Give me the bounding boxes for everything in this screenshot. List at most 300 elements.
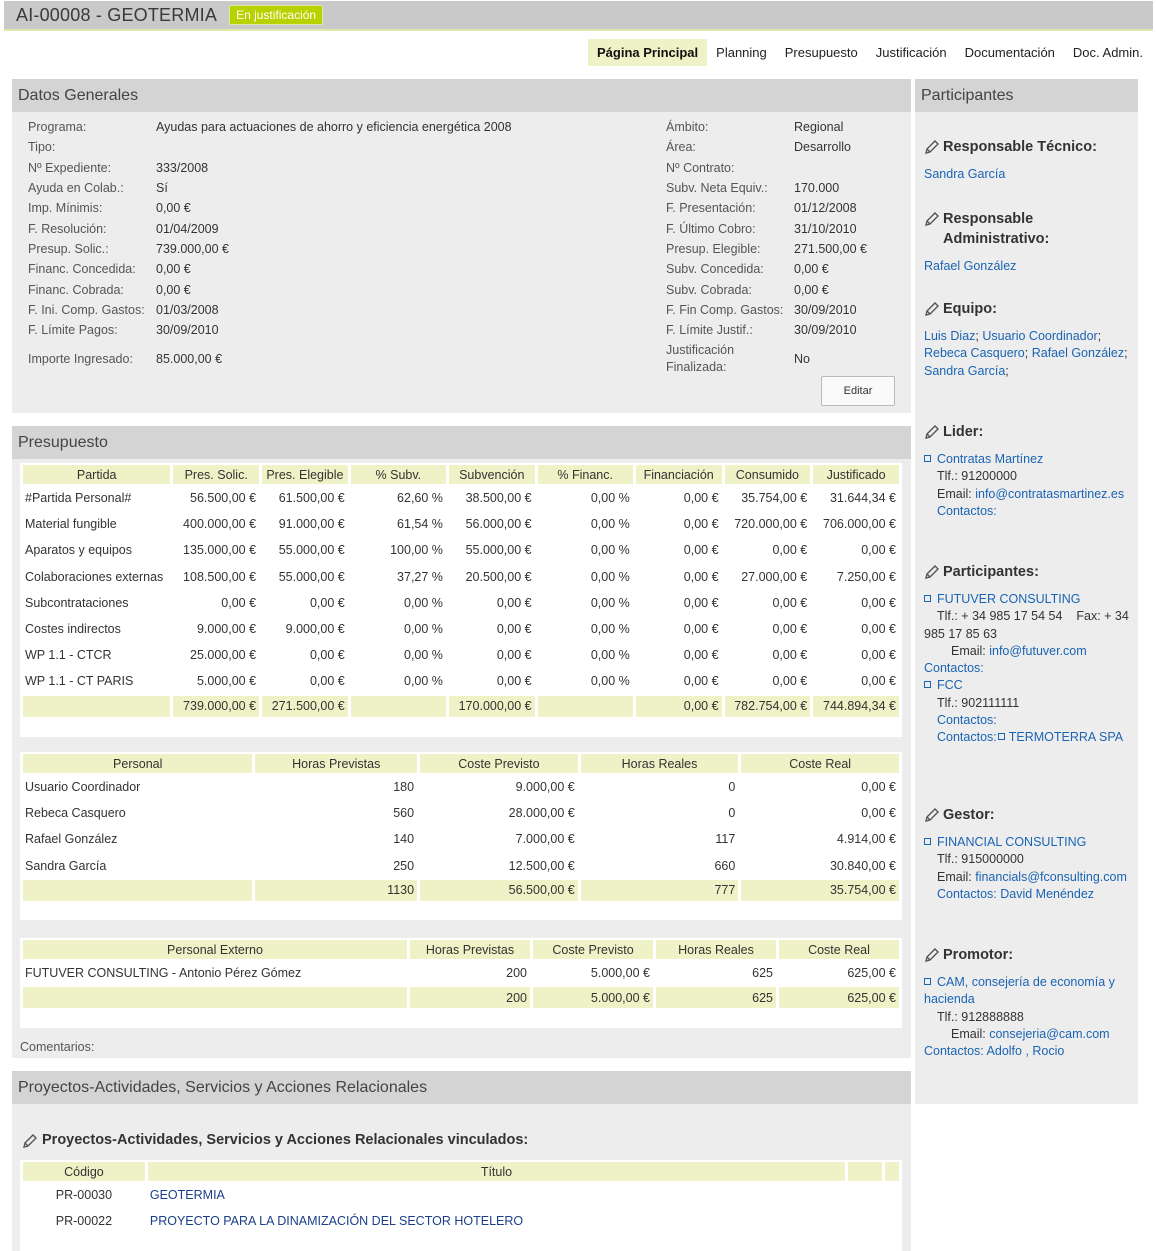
personal-table-box: [20, 752, 902, 920]
partidas-name-cell: Colaboraciones externas: [25, 569, 164, 584]
field-label: Presup. Solic.:: [28, 241, 109, 256]
table-row: [23, 1183, 899, 1207]
personal-externo-col-header[interactable]: Coste Real: [779, 940, 899, 959]
field-row: [28, 239, 588, 259]
personal-value-cell: 180: [393, 780, 415, 795]
personal-externo-value-cell: 5.000,00 €: [590, 966, 650, 981]
tab-planning[interactable]: Planning: [716, 44, 767, 60]
personal-externo-total-cell: 625,00 €: [779, 987, 899, 1008]
responsable-admin-section: [924, 209, 1134, 275]
promotor-company-link[interactable]: CAM, consejería de economía y hacienda: [924, 975, 1115, 1007]
partidas-value-cell: 0,00 €: [496, 674, 532, 689]
participantes-label: Participantes:: [943, 564, 1039, 580]
equipo-member-link[interactable]: Usuario Coordinador: [982, 329, 1098, 343]
partidas-col-header[interactable]: Pres. Elegible: [262, 465, 348, 484]
partidas-value-cell: 0,00 €: [861, 622, 896, 637]
lider-section: [924, 422, 1134, 520]
table-row: [23, 617, 899, 641]
datos-generales-right: [666, 117, 896, 375]
partidas-value-cell: 61,54 %: [397, 517, 443, 532]
partidas-total-cell: [538, 696, 633, 717]
field-value: 739.000,00 €: [156, 241, 229, 256]
partidas-name-cell: WP 1.1 - CT PARIS: [25, 674, 134, 689]
lider-company-link[interactable]: Contratas Martínez: [937, 452, 1044, 466]
table-row: [23, 643, 899, 667]
partidas-value-cell: 0,00 €: [861, 543, 896, 558]
partidas-col-header[interactable]: Subvención: [449, 465, 535, 484]
expand-icon[interactable]: [924, 978, 931, 985]
partidas-value-cell: 0,00 %: [404, 648, 443, 663]
titulo-link[interactable]: GEOTERMIA: [149, 1188, 225, 1203]
partidas-value-cell: 56.000,00 €: [465, 517, 532, 532]
partidas-name-cell: Costes indirectos: [25, 622, 121, 637]
personal-externo-value-cell: 625,00 €: [847, 966, 896, 981]
futuver-company-link[interactable]: FUTUVER CONSULTING: [937, 592, 1081, 606]
personal-value-cell: 0: [728, 780, 736, 795]
field-label: Presup. Elegible:: [666, 241, 761, 256]
field-value: 0,00 €: [156, 282, 191, 297]
personal-value-cell: 9.000,00 €: [515, 780, 575, 795]
proyectos-table-box: [20, 1160, 902, 1251]
promotor-contacts-link[interactable]: Contactos: Adolfo , Rocio: [924, 1044, 1065, 1059]
personal-externo-col-header[interactable]: Horas Reales: [656, 940, 776, 959]
pencil-icon[interactable]: [924, 807, 940, 823]
table-row: [23, 538, 899, 562]
partidas-value-cell: 135.000,00 €: [183, 543, 257, 558]
datos-generales-title: Datos Generales: [12, 79, 911, 112]
field-label: F. Último Cobro:: [666, 221, 756, 236]
tab-pagina-principal[interactable]: Página Principal: [588, 39, 707, 66]
table-row: [23, 961, 899, 985]
promotor-label: Promotor:: [943, 947, 1014, 963]
field-label: Importe Ingresado:: [28, 352, 133, 367]
futuver-phone: Tlf.: + 34 985 17 54 54: [937, 609, 1063, 624]
participantes-title: Participantes: [915, 79, 1138, 112]
partidas-total-cell: 739.000,00 €: [173, 696, 259, 717]
partidas-value-cell: 0,00 €: [861, 595, 896, 610]
totals-row: [23, 696, 899, 717]
partidas-value-cell: 55.000,00 €: [278, 569, 345, 584]
responsable-admin-label: Responsable Administrativo:: [943, 211, 1050, 247]
table-row: [23, 669, 899, 693]
partidas-col-header[interactable]: Justificado: [813, 465, 899, 484]
field-value: 31/10/2010: [794, 221, 857, 236]
personal-col-header[interactable]: Coste Real: [741, 754, 899, 773]
field-row: [28, 158, 588, 178]
personal-value-cell: 117: [715, 832, 736, 847]
personal-value-cell: 140: [393, 832, 415, 847]
lider-email-link[interactable]: info@contratasmartinez.es: [975, 486, 1125, 501]
field-row: [28, 218, 588, 238]
personal-value-cell: 4.914,00 €: [836, 832, 896, 847]
field-row: [28, 137, 588, 157]
field-row: [28, 178, 588, 198]
pencil-icon[interactable]: [924, 301, 940, 317]
responsable-admin-link[interactable]: Rafael González: [924, 259, 1017, 273]
pencil-icon[interactable]: [924, 947, 940, 963]
totals-row: [23, 880, 899, 901]
field-label: F. Presentación:: [666, 201, 756, 216]
personal-name-cell: Usuario Coordinador: [25, 780, 141, 795]
field-value: 30/09/2010: [794, 323, 857, 338]
email-label: Email:: [951, 1026, 986, 1041]
field-label: Subv. Cobrada:: [666, 282, 752, 297]
titulo-link[interactable]: PROYECTO PARA LA DINAMIZACIÓN DEL SECTOR HOTELERO: [149, 1214, 524, 1229]
promotor-phone: Tlf.: 912888888: [937, 1009, 1024, 1024]
personal-externo-total-cell: 625: [656, 987, 776, 1008]
partidas-value-cell: 0,00 %: [404, 595, 443, 610]
field-row: [28, 348, 588, 370]
table-row: [23, 512, 899, 536]
partidas-value-cell: 9.000,00 €: [196, 622, 257, 637]
table-row: [23, 591, 899, 615]
field-row: [666, 239, 896, 259]
field-value: No: [794, 352, 810, 367]
personal-col-header[interactable]: Horas Reales: [581, 754, 739, 773]
partidas-value-cell: 0,00 %: [590, 491, 630, 506]
gestor-contacts-link[interactable]: Contactos: David Menéndez: [937, 886, 1095, 901]
field-row: [666, 259, 896, 279]
field-label: F. Límite Justif.:: [666, 323, 753, 338]
participantes-section: [924, 562, 1134, 747]
tab-presupuesto[interactable]: Presupuesto: [784, 44, 858, 60]
personal-total-cell: 56.500,00 €: [420, 880, 578, 901]
partidas-value-cell: 0,00 %: [590, 648, 630, 663]
partidas-value-cell: 0,00 €: [683, 674, 719, 689]
responsable-tecnico-heading: [924, 137, 1134, 157]
personal-externo-col-header[interactable]: Coste Previsto: [533, 940, 653, 959]
email-label: Email:: [937, 869, 972, 884]
personal-value-cell: 12.500,00 €: [508, 858, 575, 873]
partidas-name-cell: Subcontrataciones: [25, 595, 129, 610]
field-value: Regional: [794, 120, 844, 135]
proyectos-title: Proyectos-Actividades, Servicios y Acciones Relacionales: [12, 1071, 911, 1104]
partidas-value-cell: 0,00 €: [772, 648, 808, 663]
pencil-icon[interactable]: [924, 211, 940, 227]
expand-icon[interactable]: [998, 733, 1005, 740]
partidas-value-cell: 0,00 €: [683, 648, 719, 663]
partidas-value-cell: 0,00 €: [683, 622, 719, 637]
table-row: [23, 1209, 899, 1233]
partidas-total-cell: [23, 696, 170, 717]
partidas-value-cell: 100,00 %: [390, 543, 443, 558]
partidas-value-cell: 0,00 %: [590, 517, 630, 532]
field-label: Financ. Cobrada:: [28, 282, 124, 297]
partidas-value-cell: 0,00 €: [861, 674, 896, 689]
field-label: Subv. Concedida:: [666, 262, 764, 277]
personal-externo-total-cell: [23, 987, 407, 1008]
totals-row: [23, 987, 899, 1008]
personal-externo-value-cell: 625: [752, 966, 773, 981]
partidas-name-cell: Material fungible: [25, 517, 117, 532]
partidas-value-cell: 0,00 €: [683, 491, 719, 506]
table-row: [23, 801, 899, 825]
futuver-fax: Fax: + 34 985 17 85 63: [924, 609, 1129, 641]
personal-name-cell: Rafael González: [25, 832, 118, 847]
partidas-name-cell: Aparatos y equipos: [25, 543, 133, 558]
pencil-icon[interactable]: [924, 564, 940, 580]
personal-value-cell: 250: [393, 858, 415, 873]
personal-externo-col-header[interactable]: Horas Previstas: [410, 940, 530, 959]
promotor-heading: [924, 945, 1134, 965]
table-row: [23, 775, 899, 799]
field-label: Nº Contrato:: [666, 160, 735, 175]
table-row: [23, 486, 899, 510]
field-value: 0,00 €: [794, 282, 829, 297]
datos-generales-panel: [12, 79, 911, 413]
equipo-member-link[interactable]: Luis Diaz: [924, 329, 976, 343]
proyectos-panel: [12, 1071, 911, 1251]
equipo-member-link[interactable]: Sandra García: [924, 363, 1006, 378]
partidas-value-cell: 27.000,00 €: [741, 569, 808, 584]
partidas-col-header[interactable]: Financiación: [636, 465, 722, 484]
gestor-company-link[interactable]: FINANCIAL CONSULTING: [937, 835, 1087, 849]
field-row: [28, 259, 588, 279]
col-header-titulo[interactable]: Título: [148, 1162, 845, 1181]
field-row: [28, 320, 588, 340]
field-value: Sí: [156, 181, 168, 196]
personal-value-cell: 560: [393, 806, 415, 821]
personal-value-cell: 7.000,00 €: [515, 832, 575, 847]
codigo-cell: PR-00030: [55, 1188, 113, 1203]
partidas-value-cell: 0,00 €: [772, 543, 808, 558]
field-label: F. Ini. Comp. Gastos:: [28, 302, 145, 317]
field-label: Programa:: [28, 120, 87, 135]
partidas-value-cell: 0,00 €: [861, 648, 896, 663]
col-header-codigo[interactable]: Código: [23, 1162, 145, 1181]
table-row: [23, 827, 899, 851]
field-value: 0,00 €: [794, 262, 829, 277]
partidas-value-cell: 37,27 %: [397, 569, 443, 584]
partidas-value-cell: 0,00 €: [683, 517, 719, 532]
expand-icon[interactable]: [924, 838, 931, 845]
gestor-email-link[interactable]: financials@fconsulting.com: [975, 869, 1127, 884]
partidas-total-cell: [351, 696, 446, 717]
partidas-total-cell: 0,00 €: [636, 696, 722, 717]
fcc-contacts-link-2[interactable]: Contactos:: [937, 730, 997, 745]
personal-externo-col-header[interactable]: Personal Externo: [23, 940, 407, 959]
presupuesto-title: Presupuesto: [12, 426, 911, 459]
personal-value-cell: 660: [714, 858, 736, 873]
fcc-company-link[interactable]: FCC: [937, 678, 963, 693]
field-label: Ayuda en Colab.:: [28, 181, 124, 196]
partidas-value-cell: 0,00 €: [683, 595, 719, 610]
email-label: Email:: [951, 643, 986, 658]
field-row: [28, 198, 588, 218]
field-row: [666, 279, 896, 299]
field-label: F. Fin Comp. Gastos:: [666, 302, 784, 317]
partidas-value-cell: 20.500,00 €: [465, 569, 532, 584]
gestor-label: Gestor:: [943, 807, 995, 823]
partidas-value-cell: 55.000,00 €: [465, 543, 532, 558]
responsable-admin-heading: [924, 209, 1134, 249]
partidas-total-cell: 271.500,00 €: [262, 696, 348, 717]
field-label: Justificación Finalizada:: [666, 343, 735, 375]
promotor-email-link[interactable]: consejeria@cam.com: [989, 1026, 1110, 1041]
partidas-col-header[interactable]: Consumido: [725, 465, 811, 484]
comments-label: Comentarios:: [20, 1040, 95, 1054]
field-row: [28, 300, 588, 320]
tab-doc-admin[interactable]: Doc. Admin.: [1072, 44, 1143, 60]
col-header-empty-1: [848, 1162, 882, 1181]
promotor-section: [924, 945, 1134, 1060]
partidas-col-header[interactable]: Pres. Solic.: [173, 465, 259, 484]
partidas-value-cell: 61.500,00 €: [278, 491, 345, 506]
field-row: [666, 218, 896, 238]
partidas-value-cell: 0,00 %: [590, 543, 630, 558]
personal-total-cell: 35.754,00 €: [741, 880, 899, 901]
personal-externo-total-cell: 200: [410, 987, 530, 1008]
partidas-col-header[interactable]: % Financ.: [538, 465, 633, 484]
expand-icon[interactable]: [924, 681, 931, 688]
partidas-value-cell: 38.500,00 €: [465, 491, 532, 506]
participantes-heading: [924, 562, 1134, 582]
pencil-icon: [22, 1133, 38, 1149]
field-value: 333/2008: [156, 160, 209, 175]
termoterra-link[interactable]: TERMOTERRA SPA: [1008, 730, 1124, 745]
futuver-email-link[interactable]: info@futuver.com: [989, 643, 1087, 658]
responsable-tecnico-link[interactable]: Sandra García: [924, 167, 1006, 181]
field-row: [666, 300, 896, 320]
field-label: Ámbito:: [666, 120, 709, 135]
partidas-value-cell: 0,00 €: [772, 674, 808, 689]
field-label: Tipo:: [28, 140, 56, 155]
pencil-icon[interactable]: [924, 424, 940, 440]
partidas-name-cell: #Partida Personal#: [25, 491, 132, 506]
title-bar: [4, 1, 1153, 31]
field-row: [28, 279, 588, 299]
field-row: [666, 320, 896, 340]
personal-col-header[interactable]: Coste Previsto: [420, 754, 578, 773]
partidas-value-cell: 0,00 %: [590, 569, 630, 584]
field-value: Desarrollo: [794, 140, 851, 155]
equipo-label: Equipo:: [943, 301, 997, 317]
field-label: Área:: [666, 140, 696, 155]
partidas-value-cell: 0,00 €: [496, 595, 532, 610]
partidas-value-cell: 56.500,00 €: [190, 491, 257, 506]
tab-justificacion[interactable]: Justificación: [875, 44, 947, 60]
partidas-name-cell: WP 1.1 - CTCR: [25, 648, 112, 663]
field-row: [666, 198, 896, 218]
lider-heading: [924, 422, 1134, 442]
fcc-phone: Tlf.: 902111111: [937, 695, 1020, 710]
gestor-heading: [924, 805, 1134, 825]
field-label: Nº Expediente:: [28, 160, 112, 175]
field-value: 85.000,00 €: [156, 352, 223, 367]
pencil-icon[interactable]: [924, 139, 940, 155]
field-row: [666, 178, 896, 198]
responsable-tecnico-section: [924, 137, 1134, 183]
partidas-value-cell: 0,00 €: [309, 674, 345, 689]
futuver-phone-fax: [924, 608, 1134, 643]
personal-value-cell: 30.840,00 €: [829, 858, 896, 873]
partidas-value-cell: 55.000,00 €: [278, 543, 345, 558]
partidas-value-cell: 0,00 €: [221, 595, 257, 610]
presupuesto-panel: [12, 426, 911, 1058]
personal-externo-name-cell: FUTUVER CONSULTING - Antonio Pérez Gómez: [25, 966, 302, 981]
personal-externo-table-box: [20, 938, 902, 1028]
personal-value-cell: 28.000,00 €: [508, 806, 575, 821]
field-label: F. Límite Pagos:: [28, 323, 118, 338]
personal-total-cell: [23, 880, 252, 901]
partidas-value-cell: 0,00 %: [404, 674, 443, 689]
proyectos-subtitle-text: Proyectos-Actividades, Servicios y Acciones Relacionales vinculados:: [42, 1132, 529, 1148]
responsable-tecnico-label: Responsable Técnico:: [943, 139, 1097, 155]
gestor-section: [924, 805, 1134, 903]
field-row: [666, 117, 896, 137]
personal-table: [20, 752, 902, 903]
fcc-contacts-link[interactable]: Contactos:: [937, 713, 997, 728]
edit-button[interactable]: Editar: [821, 376, 895, 406]
expand-icon[interactable]: [924, 455, 931, 462]
equipo-members: Luis Diaz; Usuario Coordinador; Rebeca Casquero; Rafael González; Sandra García;: [924, 329, 1128, 378]
personal-total-cell: 1130: [255, 880, 417, 901]
field-value: 0,00 €: [156, 201, 191, 216]
personal-col-header[interactable]: Personal: [23, 754, 252, 773]
partidas-table-box: [20, 463, 902, 737]
field-label: Imp. Mínimis:: [28, 201, 103, 216]
partidas-value-cell: 35.754,00 €: [741, 491, 808, 506]
field-value: 271.500,00 €: [794, 241, 867, 256]
personal-total-cell: 777: [581, 880, 739, 901]
partidas-total-cell: 170.000,00 €: [449, 696, 535, 717]
personal-value-cell: 0,00 €: [861, 780, 896, 795]
tab-documentacion[interactable]: Documentación: [964, 44, 1055, 60]
field-label: Financ. Concedida:: [28, 262, 136, 277]
personal-name-cell: Rebeca Casquero: [25, 806, 126, 821]
page-title: AI-00008 - GEOTERMIA: [16, 4, 218, 25]
partidas-value-cell: 400.000,00 €: [183, 517, 257, 532]
field-value: 0,00 €: [156, 262, 191, 277]
partidas-value-cell: 0,00 €: [683, 569, 719, 584]
partidas-col-header[interactable]: % Subv.: [351, 465, 446, 484]
equipo-member-link[interactable]: Rafael González: [1031, 346, 1125, 361]
partidas-value-cell: 0,00 €: [772, 595, 808, 610]
field-value: 01/12/2008: [794, 201, 857, 216]
partidas-value-cell: 0,00 %: [404, 622, 443, 637]
partidas-col-header[interactable]: Partida: [23, 465, 170, 484]
lider-contacts-link[interactable]: Contactos:: [937, 503, 997, 518]
futuver-contacts-link[interactable]: Contactos:: [924, 661, 984, 676]
personal-col-header[interactable]: Horas Previstas: [255, 754, 417, 773]
partidas-value-cell: 0,00 €: [683, 543, 719, 558]
partidas-table: [20, 463, 902, 719]
partidas-value-cell: 0,00 €: [496, 648, 532, 663]
partidas-total-cell: 744.894,34 €: [813, 696, 899, 717]
expand-icon[interactable]: [924, 595, 931, 602]
partidas-value-cell: 91.000,00 €: [278, 517, 345, 532]
equipo-member-link[interactable]: Rebeca Casquero: [924, 346, 1025, 361]
partidas-value-cell: 108.500,00 €: [183, 569, 257, 584]
lider-label: Lider:: [943, 424, 984, 440]
field-row: [666, 137, 896, 157]
partidas-value-cell: 62,60 %: [397, 491, 443, 506]
field-label: F. Resolución:: [28, 221, 107, 236]
table-row: [23, 565, 899, 589]
personal-value-cell: 0,00 €: [861, 806, 896, 821]
gestor-phone: Tlf.: 915000000: [937, 852, 1024, 867]
partidas-value-cell: 0,00 €: [309, 648, 345, 663]
field-row: [666, 158, 896, 178]
equipo-section: [924, 299, 1134, 380]
field-value: 30/09/2010: [156, 323, 219, 338]
equipo-heading: [924, 299, 1134, 319]
partidas-total-cell: 782.754,00 €: [725, 696, 811, 717]
personal-externo-value-cell: 200: [506, 966, 527, 981]
personal-value-cell: 0: [728, 806, 736, 821]
field-value: 01/04/2009: [156, 221, 219, 236]
field-row: [666, 343, 896, 375]
